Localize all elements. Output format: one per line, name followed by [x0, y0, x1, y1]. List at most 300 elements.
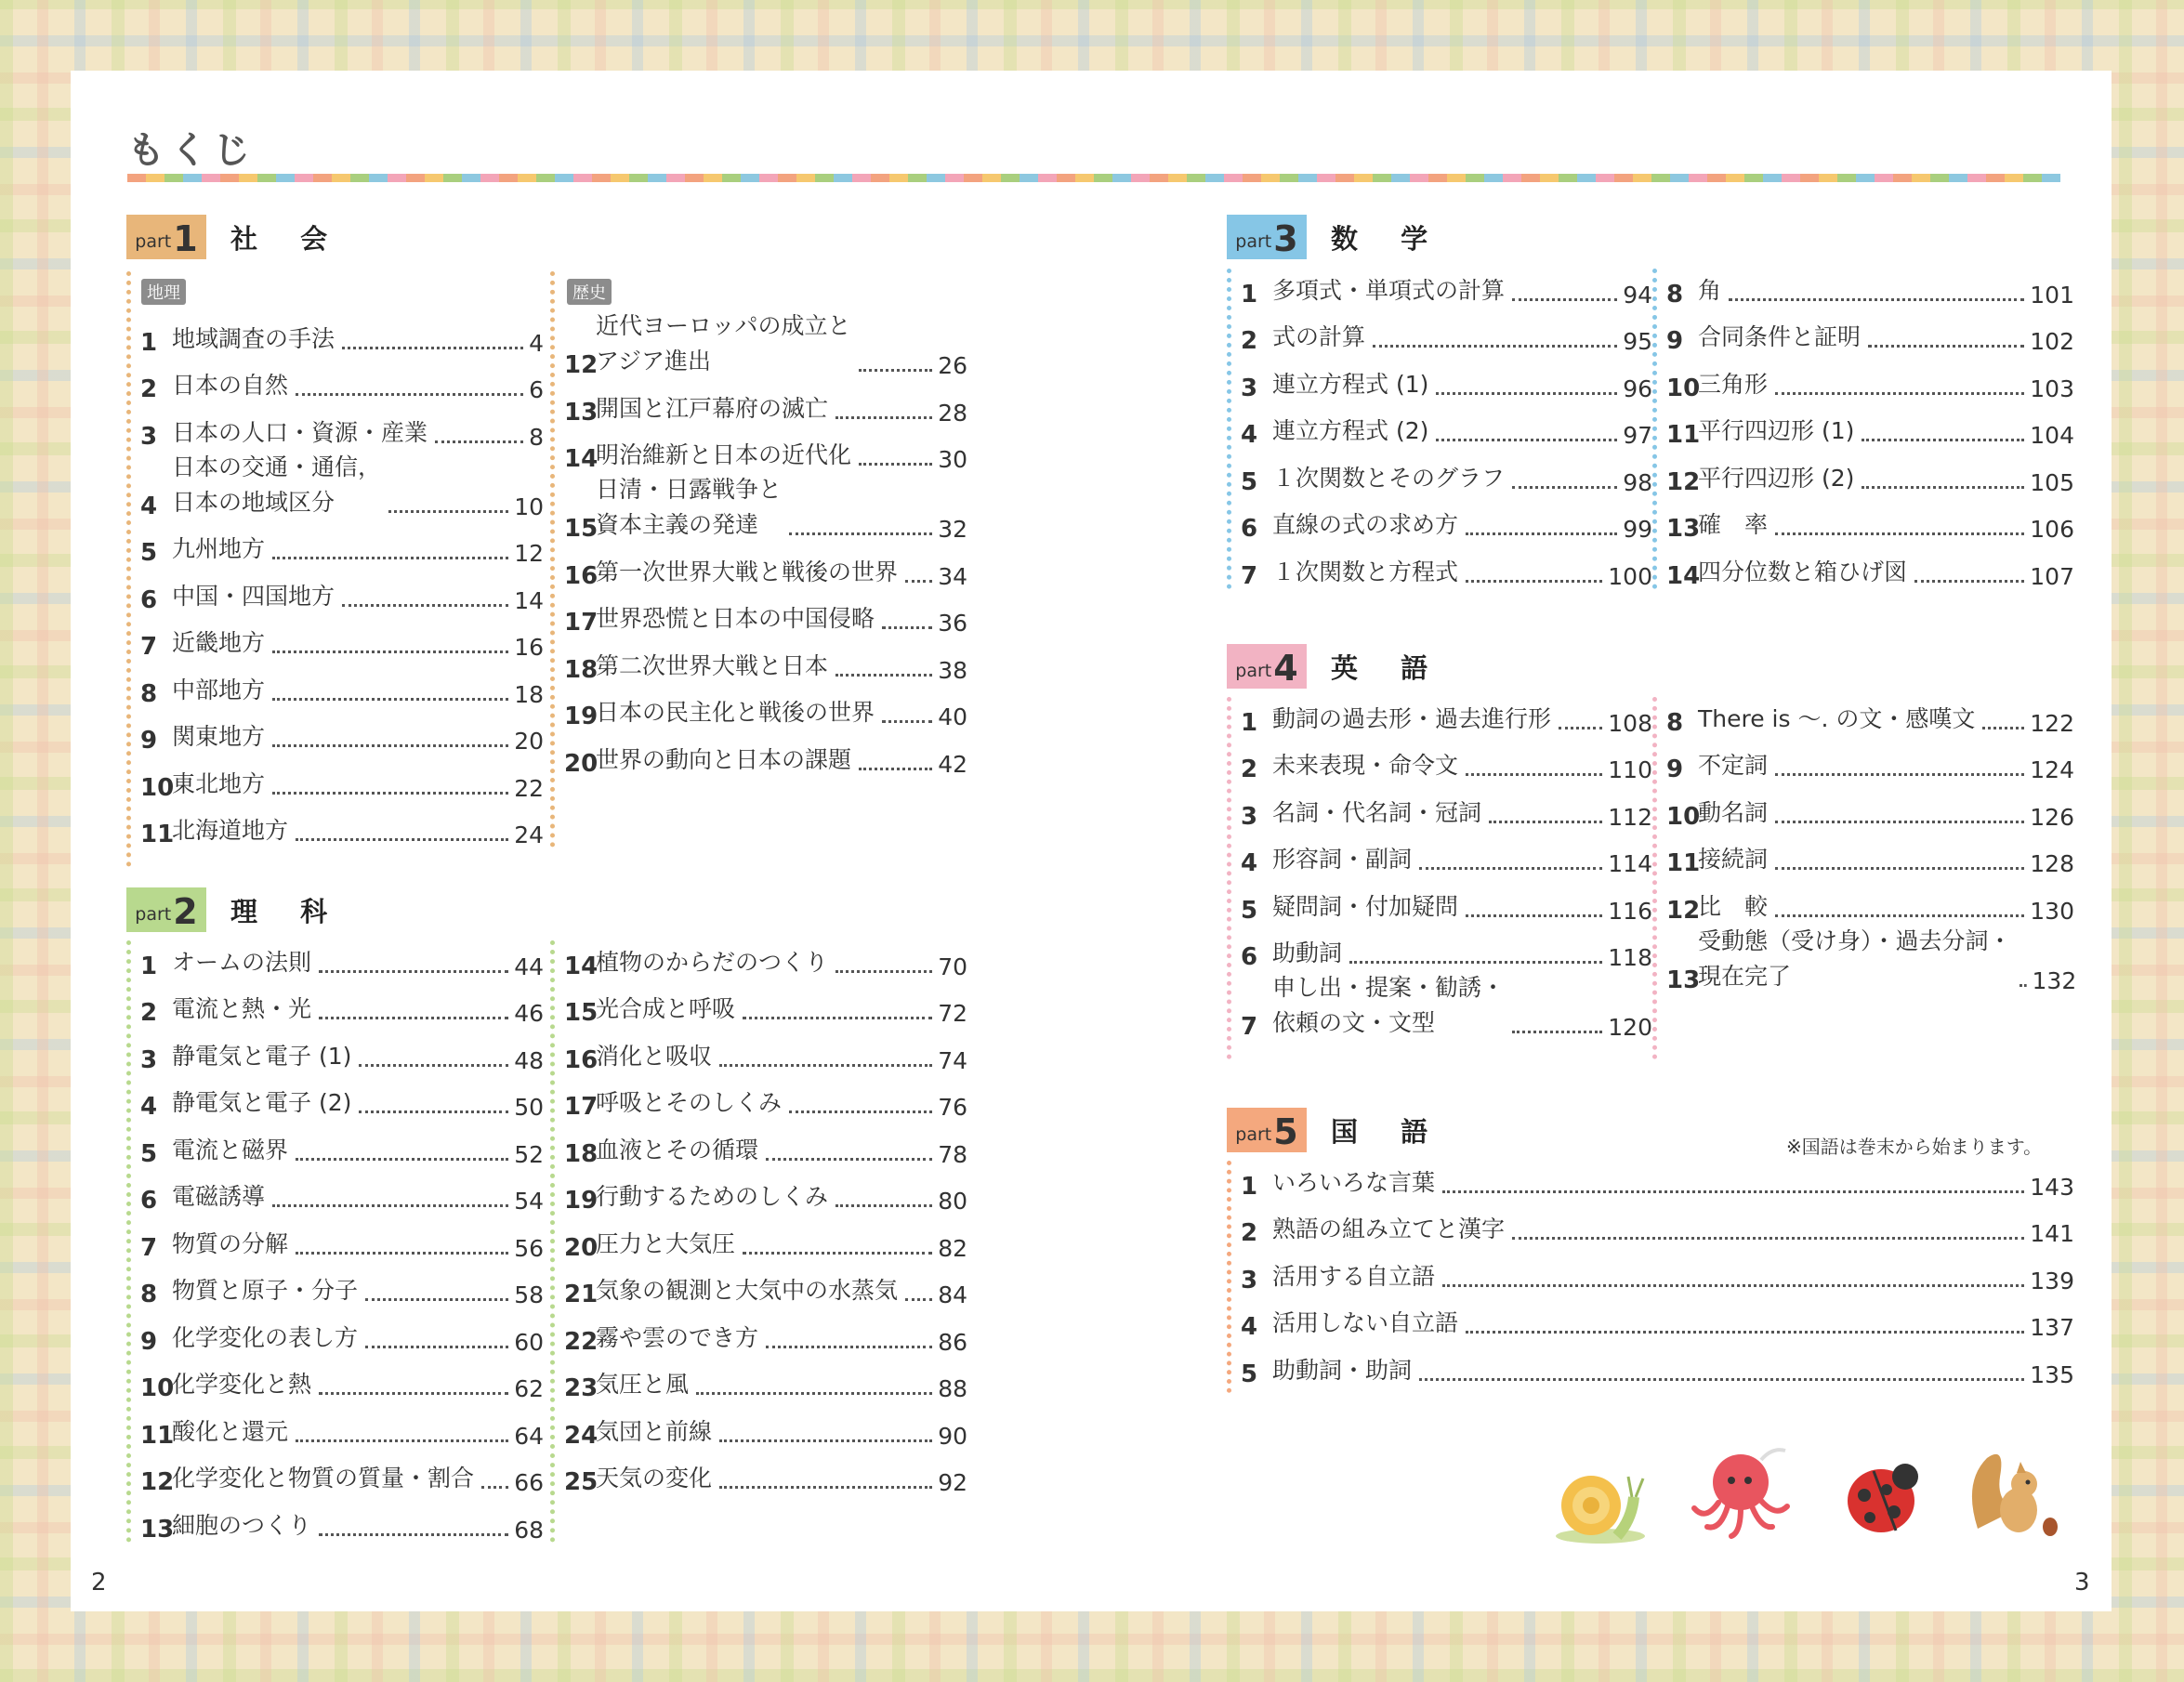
toc-entry	[564, 1269, 967, 1317]
toc-entry-page: 28	[938, 399, 967, 427]
toc-entry-title: 現在完了	[1698, 962, 1792, 990]
dot-leader	[272, 650, 508, 653]
snail-icon	[1552, 1464, 1654, 1547]
dot-leader	[359, 1064, 508, 1067]
toc-entry-title: 天気の変化	[596, 1465, 713, 1491]
toc-entry-number: 9	[1666, 327, 1684, 355]
toc-entry-page: 36	[938, 610, 967, 637]
part-2-header	[126, 887, 344, 932]
dot-leader	[1559, 727, 1602, 729]
dot-leader	[319, 1017, 508, 1019]
toc-entry	[564, 550, 967, 598]
toc-entry-title: 消化と吸収	[596, 1042, 713, 1070]
dot-leader	[719, 1486, 932, 1489]
toc-entry-number: 2	[1241, 756, 1258, 783]
toc-entry-number: 1	[140, 952, 158, 980]
dot-leader	[272, 557, 508, 559]
toc-entry-number: 13	[1666, 515, 1701, 543]
dot-leader	[1914, 580, 2024, 583]
dot-leader	[905, 580, 932, 583]
dot-leader	[1442, 1284, 2024, 1287]
toc-entry-page: 52	[514, 1140, 544, 1168]
toc-entry-number: 11	[140, 1421, 175, 1450]
toc-entry	[564, 1082, 967, 1129]
toc-entry-page: 96	[1623, 375, 1652, 402]
toc-entry-number: 12	[1666, 467, 1701, 496]
dot-leader	[1512, 486, 1617, 489]
dot-leader	[1466, 580, 1602, 583]
toc-entry	[564, 1222, 967, 1269]
dot-leader	[1775, 821, 2024, 823]
toc-entry-page: 72	[938, 1000, 967, 1027]
toc-entry-title: 平行四辺形 (1)	[1698, 417, 1855, 444]
toc-entry-number: 9	[1666, 756, 1684, 783]
toc-entry-title: 地域調査の手法	[172, 324, 335, 352]
octopus-icon	[1687, 1436, 1798, 1547]
toc-entry-title: 四分位数と箱ひげ図	[1698, 558, 1908, 585]
part-1-header	[126, 215, 344, 259]
toc-entry	[1241, 791, 1652, 838]
toc-entry	[140, 1034, 544, 1082]
dot-leader	[1775, 914, 2024, 917]
toc-entry-number: 3	[140, 422, 158, 451]
toc-entry-page: 132	[2032, 966, 2077, 994]
toc-entry-page: 4	[529, 329, 544, 357]
part-2-column-right	[550, 940, 967, 1543]
toc-entry-title: 中部地方	[172, 676, 266, 703]
toc-entry-page: 143	[2030, 1173, 2074, 1201]
toc-entry-number: 17	[564, 609, 599, 637]
toc-entry	[564, 1410, 967, 1457]
toc-entry-number: 13	[140, 1515, 175, 1544]
dot-leader	[882, 626, 932, 629]
toc-entry-number: 1	[1241, 280, 1258, 309]
toc-entry	[140, 453, 544, 528]
toc-entry	[140, 1363, 544, 1411]
toc-entry-number: 22	[564, 1327, 599, 1356]
part-2-badge	[126, 887, 206, 932]
toc-entry-number: 1	[1241, 1172, 1258, 1201]
toc-entry-title: 光合成と呼吸	[596, 995, 736, 1022]
toc-entry-title: 九州地方	[172, 535, 266, 562]
toc-entry-title: 日本の人口・資源・産業	[172, 418, 428, 446]
toc-entry-title: 資本主義の発達	[596, 511, 759, 538]
part-2-column-left	[126, 940, 544, 1543]
toc-entry-title: 活用する自立語	[1272, 1262, 1436, 1290]
part-word: part	[1235, 661, 1272, 681]
toc-entry-title: 明治維新と日本の近代化	[596, 441, 852, 468]
toc-entry-page: 82	[938, 1234, 967, 1262]
toc-entry-page: 68	[514, 1516, 544, 1544]
part-1-geo-column	[126, 271, 544, 867]
toc-entry	[564, 738, 967, 785]
toc-entry-number: 12	[1666, 896, 1701, 925]
toc-entry-title: 気団と前線	[596, 1417, 713, 1445]
toc-entry-number: 20	[564, 749, 599, 778]
dot-leader	[1489, 821, 1602, 823]
toc-entry-title: 日清・日露戦争と	[596, 476, 783, 503]
toc-entry-title: 近畿地方	[172, 629, 266, 656]
toc-entry-number: 1	[140, 328, 158, 357]
toc-entry-number: 6	[1241, 515, 1258, 543]
toc-entry-title: 三角形	[1698, 370, 1769, 398]
toc-entry-title: 助動詞・助詞	[1272, 1356, 1413, 1384]
toc-entry-page: 14	[514, 586, 544, 614]
dot-leader	[1466, 532, 1617, 535]
toc-entry-number: 7	[1241, 561, 1258, 590]
dot-leader	[1466, 773, 1602, 776]
toc-entry-page: 50	[514, 1094, 544, 1121]
dot-leader	[359, 1110, 508, 1113]
toc-entry-page: 97	[1623, 422, 1652, 449]
toc-entry-number: 25	[564, 1468, 599, 1496]
toc-entry-page: 10	[514, 493, 544, 520]
toc-entry-number: 13	[1666, 966, 1701, 994]
toc-entry	[1241, 362, 1652, 410]
toc-entry-title: 開国と江戸幕府の滅亡	[596, 394, 829, 422]
toc-entry-page: 78	[938, 1140, 967, 1168]
part-3-badge	[1227, 215, 1307, 259]
dot-leader	[835, 970, 932, 973]
toc-entry	[140, 317, 544, 364]
toc-entry	[564, 691, 967, 739]
toc-entry-title: 動詞の過去形・過去進行形	[1272, 704, 1552, 732]
toc-entry	[140, 762, 544, 809]
toc-entry	[1241, 697, 1652, 744]
toc-entry	[1241, 1348, 2074, 1396]
toc-entry-number: 13	[564, 398, 599, 427]
toc-entry-title: アジア進出	[596, 348, 712, 375]
dot-leader	[1775, 392, 2024, 395]
toc-entry-title: 日本の交通・通信，	[172, 453, 382, 480]
dot-leader	[296, 393, 523, 396]
dot-leader	[1442, 1190, 2024, 1193]
toc-entry	[564, 988, 967, 1035]
toc-entry-page: 106	[2030, 516, 2074, 543]
toc-entry-number: 17	[564, 1093, 599, 1121]
toc-entry-number: 20	[564, 1233, 599, 1262]
toc-entry-page: 137	[2030, 1314, 2074, 1341]
dot-leader	[365, 1298, 508, 1301]
dot-leader	[1466, 914, 1602, 917]
toc-entry-page: 107	[2030, 562, 2074, 590]
toc-entry-title: 気象の観測と大気中の水蒸気	[596, 1277, 899, 1304]
toc-entry	[564, 598, 967, 645]
dot-leader	[1775, 867, 2024, 870]
toc-entry-number: 7	[1241, 1013, 1258, 1041]
toc-entry-title: 名詞・代名詞・冠詞	[1272, 798, 1482, 826]
toc-entry	[564, 1176, 967, 1223]
toc-entry-page: 24	[514, 821, 544, 848]
toc-entry	[140, 1504, 544, 1551]
toc-entry-number: 4	[1241, 1313, 1258, 1341]
toc-entry-title: いろいろな言葉	[1272, 1168, 1436, 1196]
toc-entry	[1241, 410, 1652, 457]
toc-entry-number: 4	[140, 492, 158, 520]
toc-entry-number: 23	[564, 1374, 599, 1402]
toc-entry	[564, 1128, 967, 1176]
toc-entry	[140, 988, 544, 1035]
toc-entry-page: 101	[2030, 281, 2074, 309]
toc-entry-title: 酸化と還元	[172, 1417, 289, 1445]
toc-entry-page: 22	[514, 774, 544, 802]
toc-entry-page: 130	[2030, 897, 2074, 925]
toc-entry-number: 5	[1241, 467, 1258, 496]
toc-entry	[1241, 456, 1652, 504]
subsection-label-history: 歴史	[567, 279, 612, 305]
toc-entry-title: 植物のからだのつくり	[596, 948, 829, 976]
toc-entry-number: 14	[1666, 561, 1701, 590]
toc-entry	[1241, 838, 1652, 886]
part-4-header	[1227, 644, 1444, 689]
dot-leader	[342, 347, 523, 349]
toc-entry-title: 世界の動向と日本の課題	[596, 745, 852, 773]
toc-entry-number: 4	[1241, 421, 1258, 449]
toc-entry-page: 34	[938, 562, 967, 590]
part-1-title: 社 会	[230, 222, 345, 255]
toc-entry	[564, 1363, 967, 1411]
toc-entry	[1666, 362, 2074, 410]
toc-entry-title: 合同条件と証明	[1698, 323, 1862, 350]
toc-entry-page: 99	[1623, 516, 1652, 543]
toc-entry	[1666, 791, 2074, 838]
toc-entry	[1666, 744, 2074, 792]
part-5-column	[1227, 1161, 2074, 1393]
toc-entry-page: 86	[938, 1328, 967, 1356]
dot-leader	[719, 1439, 932, 1442]
toc-entry-title: 呼吸とそのしくみ	[596, 1089, 783, 1116]
dot-leader	[1419, 867, 1602, 870]
toc-entry-page: 26	[938, 352, 967, 379]
toc-entry-title: 形容詞・副詞	[1272, 846, 1413, 873]
toc-entry-page: 30	[938, 446, 967, 473]
page-number-left: 2	[91, 1569, 107, 1597]
toc-entry-number: 11	[1666, 849, 1701, 877]
toc-entry	[1241, 885, 1652, 932]
toc-entry-number: 14	[564, 445, 599, 473]
toc-entry-title: 化学変化と熱	[172, 1371, 312, 1398]
toc-entry-number: 3	[1241, 802, 1258, 831]
toc-entry-title: 活用しない自立語	[1272, 1309, 1459, 1336]
toc-entry-page: 70	[938, 953, 967, 980]
toc-entry-page: 102	[2030, 328, 2074, 355]
toc-entry	[1666, 410, 2074, 457]
toc-entry-number: 11	[140, 821, 175, 848]
toc-entry-page: 80	[938, 1188, 967, 1215]
toc-entry-page: 128	[2030, 850, 2074, 877]
toc-entry-number: 8	[140, 1281, 158, 1308]
toc-entry-page: 103	[2030, 375, 2074, 402]
toc-entry-title: 助動詞	[1272, 940, 1343, 966]
toc-entry-number: 14	[564, 952, 599, 980]
toc-entry-number: 9	[140, 727, 158, 755]
toc-entry-page: 74	[938, 1046, 967, 1074]
toc-entry-page: 114	[1608, 850, 1652, 877]
toc-entry-page: 64	[514, 1422, 544, 1450]
dot-leader	[1466, 1331, 2024, 1334]
squirrel-icon	[1959, 1445, 2061, 1543]
toc-entry-title: 式の計算	[1272, 323, 1366, 350]
part-number: 5	[1273, 1111, 1298, 1152]
toc-entry-title: 日本の地域区分	[172, 488, 335, 516]
dot-leader	[743, 1252, 932, 1255]
dot-leader	[272, 698, 508, 701]
toc-entry-number: 7	[140, 633, 158, 661]
toc-entry	[1241, 744, 1652, 792]
toc-entry-number: 2	[140, 999, 158, 1027]
toc-entry-page: 42	[938, 750, 967, 778]
dot-leader	[766, 1346, 932, 1348]
toc-entry-number: 10	[1666, 802, 1701, 831]
toc-entry-page: 8	[529, 423, 544, 451]
part-word: part	[1235, 231, 1272, 252]
dot-leader	[882, 720, 932, 723]
part-word: part	[135, 904, 172, 925]
toc-entry-page: 120	[1608, 1014, 1652, 1041]
dot-leader	[789, 532, 932, 535]
toc-entry-number: 6	[140, 1187, 158, 1215]
toc-entry	[1666, 316, 2074, 363]
toc-entry	[1241, 1302, 2074, 1349]
dot-leader	[835, 416, 932, 419]
toc-entry-page: 66	[514, 1469, 544, 1496]
toc-entry	[140, 940, 544, 988]
dot-leader	[435, 440, 523, 443]
toc-entry-number: 8	[140, 679, 158, 708]
part-number: 2	[173, 891, 198, 932]
toc-entry-title: 化学変化と物質の質量・割合	[172, 1465, 475, 1491]
dot-leader	[319, 1533, 508, 1536]
toc-entry-title: 連立方程式 (1)	[1272, 370, 1429, 398]
part-4-column-left	[1227, 697, 1652, 1059]
toc-entry-number: 21	[564, 1281, 599, 1308]
toc-entry-page: 6	[529, 376, 544, 403]
dot-leader	[1729, 298, 2024, 301]
toc-entry-title: 疑問詞・付加疑問	[1272, 892, 1459, 920]
toc-entry-title: 多項式・単項式の計算	[1272, 276, 1506, 304]
toc-entry-title: 北海道地方	[172, 817, 289, 844]
toc-entry	[564, 1457, 967, 1505]
dot-leader	[319, 970, 508, 973]
dot-leader	[1436, 439, 1617, 441]
toc-entry-number: 12	[140, 1468, 175, 1496]
toc-entry-title: １次関数と方程式	[1272, 558, 1459, 585]
toc-entry-page: 122	[2030, 709, 2074, 737]
toc-entry-page: 54	[514, 1188, 544, 1215]
toc-entry-title: 平行四辺形 (2)	[1698, 464, 1855, 492]
toc-entry	[1666, 926, 2077, 1002]
toc-entry	[140, 1222, 544, 1269]
toc-entry-number: 24	[564, 1421, 599, 1450]
dot-leader	[1775, 532, 2024, 535]
toc-entry	[1666, 550, 2074, 598]
dot-leader	[272, 792, 508, 795]
toc-entry	[1241, 1255, 2074, 1302]
toc-entry-page: 88	[938, 1375, 967, 1402]
dot-leader	[319, 1392, 508, 1395]
toc-entry-page: 16	[514, 634, 544, 661]
toc-entry-number: 7	[140, 1233, 158, 1262]
part-3-column-left	[1227, 269, 1652, 589]
toc-entry-page: 116	[1608, 897, 1652, 925]
dot-leader	[859, 463, 932, 466]
toc-entry-number: 1	[1241, 708, 1258, 737]
toc-entry	[1666, 838, 2074, 886]
part-number: 1	[173, 218, 198, 259]
toc-entry-page: 62	[514, 1375, 544, 1402]
toc-entry-title: 中国・四国地方	[172, 582, 335, 610]
dot-leader	[296, 1158, 508, 1161]
dot-leader	[1512, 1031, 1602, 1033]
toc-entry	[564, 312, 967, 387]
dot-leader	[1512, 1237, 2024, 1240]
toc-entry	[1241, 269, 1652, 316]
toc-entry-title: 近代ヨーロッパの成立と	[596, 312, 851, 339]
toc-entry-page: 84	[938, 1281, 967, 1308]
toc-entry-title: 圧力と大気圧	[596, 1229, 736, 1257]
dot-leader	[1862, 439, 2024, 441]
toc-entry	[564, 1034, 967, 1082]
part-4-title: 英 語	[1331, 651, 1445, 684]
toc-entry-title: 気圧と風	[596, 1371, 690, 1398]
toc-entry-page: 12	[514, 540, 544, 567]
toc-entry	[1666, 269, 2074, 316]
toc-entry-title: 申し出・提案・勧誘・	[1272, 974, 1506, 1001]
toc-entry-number: 10	[140, 773, 175, 802]
toc-entry	[1241, 974, 1652, 1048]
toc-entry-page: 38	[938, 656, 967, 684]
toc-entry-title: 細胞のつくり	[172, 1511, 312, 1539]
toc-entry-title: 物質の分解	[172, 1229, 289, 1257]
part-5-badge	[1227, 1108, 1307, 1152]
toc-entry	[140, 622, 544, 669]
dot-leader	[296, 1252, 508, 1255]
toc-entry-title: 日本の自然	[172, 372, 289, 399]
dot-leader	[835, 674, 932, 677]
toc-entry-number: 5	[140, 1139, 158, 1168]
toc-entry-page: 135	[2030, 1360, 2074, 1388]
toc-entry-title: 未来表現・命令文	[1272, 752, 1459, 779]
toc-entry-page: 118	[1608, 944, 1652, 971]
toc-entry-title: 電流と磁界	[172, 1136, 289, 1163]
toc-entry-page: 40	[938, 703, 967, 730]
toc-entry-number: 2	[1241, 1219, 1258, 1247]
dot-leader	[296, 1439, 508, 1442]
toc-entry-title: 行動するためのしくみ	[596, 1183, 829, 1210]
part-word: part	[135, 231, 172, 252]
dot-leader	[1349, 961, 1602, 964]
page-number-right: 3	[2074, 1569, 2090, 1597]
toc-entry-page: 104	[2030, 422, 2074, 449]
dot-leader	[296, 838, 508, 841]
toc-entry-number: 2	[140, 375, 158, 403]
dot-leader	[388, 510, 508, 513]
toc-entry-number: 19	[564, 703, 599, 730]
toc-entry-page: 105	[2030, 468, 2074, 496]
toc-entry-number: 19	[564, 1187, 599, 1215]
dot-leader	[1419, 1378, 2024, 1381]
toc-entry-number: 12	[564, 351, 599, 379]
toc-entry-title: 日本の民主化と戦後の世界	[596, 699, 875, 726]
toc-entry	[564, 940, 967, 988]
dot-leader	[1373, 345, 1617, 348]
toc-entry	[140, 1410, 544, 1457]
toc-entry-page: 98	[1623, 468, 1652, 496]
dot-leader	[859, 768, 932, 770]
toc-entry-page: 110	[1608, 756, 1652, 783]
toc-entry-number: 15	[564, 515, 599, 543]
toc-entry-title: 不定詞	[1698, 752, 1769, 779]
